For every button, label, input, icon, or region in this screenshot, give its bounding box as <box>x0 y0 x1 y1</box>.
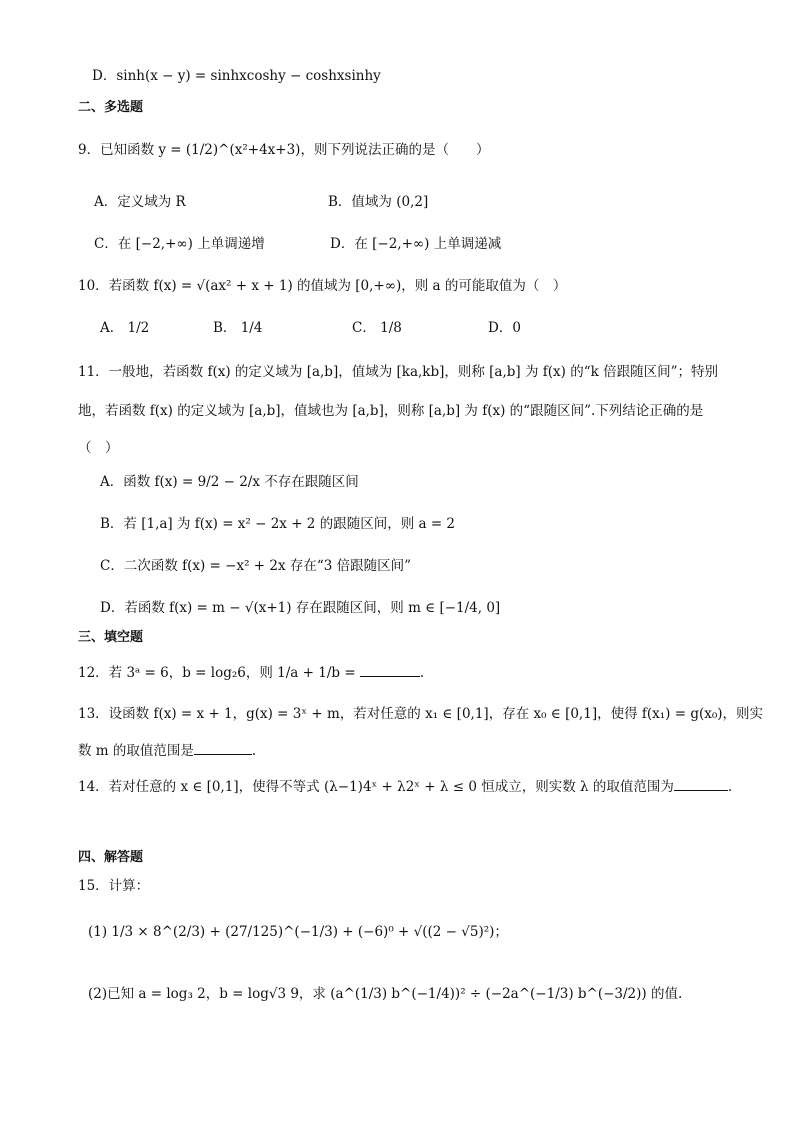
q9-option-d: D．在 [−2,+∞) 上单调递减 <box>330 236 502 252</box>
q11-option-a: A．函数 f(x) = 9/2 − 2/x 不存在跟随区间 <box>100 474 359 490</box>
q9-stem: 9．已知函数 y = (1/2)^(x²+4x+3)，则下列说法正确的是（ ） <box>78 142 490 158</box>
q10-option-b: B． 1/4 <box>213 320 263 336</box>
q9-option-a: A．定义域为 R <box>94 194 186 210</box>
section-multi-choice: 二、多选题 <box>78 100 144 115</box>
q14-tail: . <box>727 779 733 795</box>
q11-stem-line1: 11．一般地，若函数 f(x) 的定义域为 [a,b]，值域为 [ka,kb]，则称 [a,b] 为 f(x) 的“k 倍跟随区间”；特别 <box>78 364 718 380</box>
q11-option-c: C．二次函数 f(x) = −x² + 2x 存在“3 倍跟随区间” <box>100 558 412 574</box>
q15-part-1: (1) 1/3 × 8^(2/3) + (27/125)^(−1/3) + (−6)⁰ + √((2 − √5)²)； <box>88 924 508 940</box>
q9-option-c: C．在 [−2,+∞) 上单调递增 <box>94 236 265 252</box>
q11-option-d: D．若函数 f(x) = m − √(x+1) 存在跟随区间，则 m ∈ [−1/4, 0] <box>100 600 501 616</box>
q14-line <box>78 776 732 797</box>
q9-option-b: B．值域为 (0,2] <box>328 194 429 210</box>
q11-stem-line2: 地，若函数 f(x) 的定义域为 [a,b]，值域也为 [a,b]，则称 [a,b] 为 f(x) 的“跟随区间”.下列结论正确的是 <box>78 403 704 419</box>
q12-text: 12．若 3ᵃ = 6，b = log₂6，则 1/a + 1/b = <box>78 665 360 681</box>
q10-stem: 10．若函数 f(x) = √(ax² + x + 1) 的值域为 [0,+∞)，则 a 的可能取值为（ ） <box>78 278 567 294</box>
q15-stem: 15．计算： <box>78 878 150 894</box>
q13-line1: 13．设函数 f(x) = x + 1，g(x) = 3ˣ + m，若对任意的 x₁ ∈ [0,1]，存在 x₀ ∈ [0,1]，使得 f(x₁) = g(x₀)，则实 <box>78 706 764 722</box>
q14-text: 14．若对任意的 x ∈ [0,1]，使得不等式 (λ−1)4ˣ + λ2ˣ + λ ≤ 0 恒成立，则实数 λ 的取值范围为 <box>78 779 674 795</box>
q13-answer-blank[interactable] <box>194 740 252 755</box>
q11-option-b: B．若 [1,a] 为 f(x) = x² − 2x + 2 的跟随区间，则 a = 2 <box>100 516 456 532</box>
section-fill-blank: 三、填空题 <box>78 630 144 645</box>
q13-line2 <box>78 740 256 761</box>
q13-tail: . <box>251 743 257 759</box>
q15-part-2: (2)已知 a = log₃ 2，b = log√3 9，求 (a^(1/3) b^(−1/4))² ÷ (−2a^(−1/3) b^(−3/2)) 的值. <box>88 986 683 1002</box>
q10-option-d: D．0 <box>488 320 521 336</box>
q11-stem-line3: （ ） <box>78 440 119 456</box>
q10-option-a: A． 1/2 <box>100 320 150 336</box>
q12-answer-blank[interactable] <box>360 662 420 677</box>
q8-option-d: D．sinh(x − y) = sinhxcoshy − coshxsinhy <box>92 68 381 84</box>
q12-tail: . <box>419 665 425 681</box>
q12-line <box>78 662 424 683</box>
q10-option-c: C． 1/8 <box>352 320 402 336</box>
q14-answer-blank[interactable] <box>674 776 728 791</box>
section-solve: 四、解答题 <box>78 850 144 865</box>
q13-text: 数 m 的取值范围是 <box>78 743 194 759</box>
